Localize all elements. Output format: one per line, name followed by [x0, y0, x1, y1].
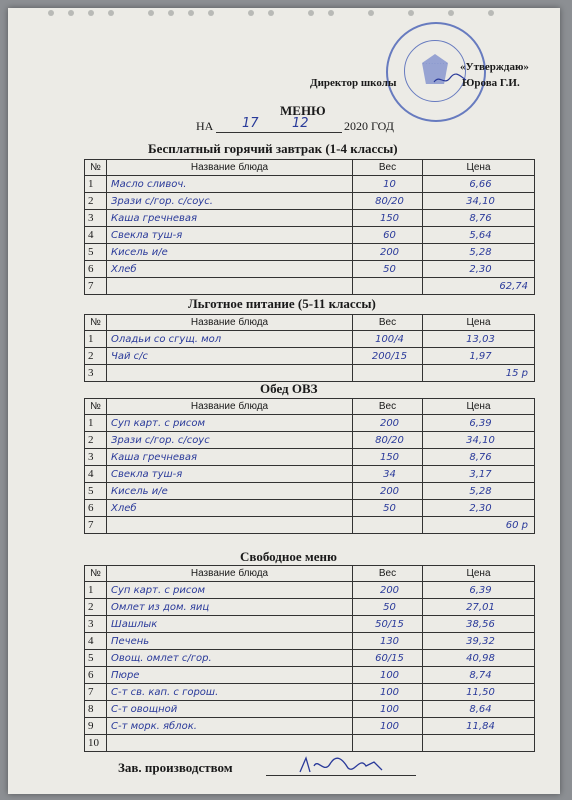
dish-name: Масло сливоч.	[107, 176, 353, 193]
dish-weight: 80/20	[353, 432, 423, 449]
dish-weight: 150	[353, 210, 423, 227]
dish-name: Чай с/с	[107, 348, 353, 365]
table-row	[85, 365, 535, 382]
table-row	[85, 633, 535, 650]
dish-weight: 200/15	[353, 348, 423, 365]
dish-weight: 200	[353, 582, 423, 599]
table-row	[85, 517, 535, 534]
row-no: 1	[85, 582, 107, 599]
dish-price: 3,17	[423, 466, 535, 483]
row-no: 5	[85, 483, 107, 500]
table-row	[85, 449, 535, 466]
table-row	[85, 193, 535, 210]
dish-name: С-т св. кап. с горош.	[107, 684, 353, 701]
row-no: 3	[85, 210, 107, 227]
dish-weight: 100	[353, 701, 423, 718]
table-row	[85, 415, 535, 432]
dish-price	[423, 735, 535, 752]
table-row	[85, 261, 535, 278]
dish-name: Кисель и/е	[107, 244, 353, 261]
dish-price: 2,30	[423, 500, 535, 517]
director-label: Директор школы	[310, 77, 397, 89]
total-price: 60 р	[423, 517, 535, 534]
row-no: 2	[85, 193, 107, 210]
row-no: 7	[85, 278, 107, 295]
dish-weight: 50/15	[353, 616, 423, 633]
dish-name: Зрази с/гор. с/соус.	[107, 193, 353, 210]
dish-weight: 200	[353, 415, 423, 432]
dish-name	[107, 735, 353, 752]
date-month: 12	[292, 116, 309, 131]
total-price: 15 р	[423, 365, 535, 382]
table-row	[85, 582, 535, 599]
dish-weight	[353, 517, 423, 534]
manager-signature	[296, 752, 386, 778]
dish-name: Суп карт. с рисом	[107, 415, 353, 432]
dish-name: С-т морк. яблок.	[107, 718, 353, 735]
row-no: 3	[85, 449, 107, 466]
dish-weight: 130	[353, 633, 423, 650]
section-title-free: Свободное меню	[240, 549, 337, 564]
menu-sheet	[8, 8, 560, 794]
table-row	[85, 500, 535, 517]
table-header	[85, 399, 535, 415]
table-row	[85, 667, 535, 684]
menu-title: МЕНЮ	[280, 103, 326, 118]
col-weight: Вес	[353, 160, 423, 176]
dish-name: Печень	[107, 633, 353, 650]
dish-price: 8,74	[423, 667, 535, 684]
dish-price: 1,97	[423, 348, 535, 365]
dish-price: 13,03	[423, 331, 535, 348]
breakfast-table	[84, 159, 535, 295]
dish-price: 2,30	[423, 261, 535, 278]
date-day: 17	[242, 116, 259, 131]
approval-label: «Утверждаю»	[460, 61, 529, 73]
row-no: 7	[85, 684, 107, 701]
col-price: Цена	[423, 160, 535, 176]
col-no: №	[85, 566, 107, 582]
col-name: Название блюда	[107, 315, 353, 331]
row-no: 4	[85, 227, 107, 244]
col-price: Цена	[423, 566, 535, 582]
dish-price: 6,39	[423, 415, 535, 432]
dish-price: 34,10	[423, 193, 535, 210]
dish-name: Овощ. омлет с/гор.	[107, 650, 353, 667]
dish-weight	[353, 278, 423, 295]
director-name: Юрова Г.И.	[462, 77, 520, 89]
dish-price: 11,84	[423, 718, 535, 735]
row-no: 3	[85, 365, 107, 382]
dish-weight: 60/15	[353, 650, 423, 667]
dish-name: Свекла туш-я	[107, 227, 353, 244]
section-title-benefit: Льготное питание (5-11 классы)	[188, 296, 376, 311]
table-row	[85, 176, 535, 193]
table-row	[85, 210, 535, 227]
dish-name: Каша гречневая	[107, 210, 353, 227]
dish-weight	[353, 735, 423, 752]
dish-price: 11,50	[423, 684, 535, 701]
dish-price: 27,01	[423, 599, 535, 616]
dish-name: Хлеб	[107, 500, 353, 517]
dish-weight: 50	[353, 261, 423, 278]
dish-weight: 100	[353, 684, 423, 701]
row-no: 10	[85, 735, 107, 752]
col-weight: Вес	[353, 566, 423, 582]
row-no: 4	[85, 633, 107, 650]
table-header	[85, 315, 535, 331]
row-no: 1	[85, 331, 107, 348]
table-row	[85, 466, 535, 483]
table-row	[85, 718, 535, 735]
row-no: 8	[85, 701, 107, 718]
dish-weight: 60	[353, 227, 423, 244]
dish-name: Пюре	[107, 667, 353, 684]
table-row	[85, 650, 535, 667]
dish-weight	[353, 365, 423, 382]
dish-weight: 50	[353, 599, 423, 616]
dish-price: 5,64	[423, 227, 535, 244]
table-row	[85, 701, 535, 718]
dish-name	[107, 365, 353, 382]
table-row	[85, 348, 535, 365]
dish-name: С-т овощной	[107, 701, 353, 718]
dish-weight: 200	[353, 483, 423, 500]
row-no: 9	[85, 718, 107, 735]
row-no: 3	[85, 616, 107, 633]
dish-price: 39,32	[423, 633, 535, 650]
dish-price: 6,39	[423, 582, 535, 599]
director-signature	[432, 72, 468, 86]
row-no: 6	[85, 667, 107, 684]
ovz-table	[84, 398, 535, 534]
row-no: 2	[85, 432, 107, 449]
dish-name: Шашлык	[107, 616, 353, 633]
col-price: Цена	[423, 315, 535, 331]
dish-weight: 34	[353, 466, 423, 483]
dish-name	[107, 517, 353, 534]
dish-weight: 50	[353, 500, 423, 517]
col-weight: Вес	[353, 315, 423, 331]
dish-price: 8,64	[423, 701, 535, 718]
section-title-ovz: Обед ОВЗ	[260, 381, 318, 396]
table-row	[85, 684, 535, 701]
col-name: Название блюда	[107, 399, 353, 415]
dish-price: 8,76	[423, 449, 535, 466]
row-no: 7	[85, 517, 107, 534]
menu-date	[196, 116, 416, 134]
table-row	[85, 616, 535, 633]
dish-weight: 100/4	[353, 331, 423, 348]
col-name: Название блюда	[107, 160, 353, 176]
date-year: 2020 ГОД	[344, 119, 394, 133]
dish-name: Омлет из дом. яиц	[107, 599, 353, 616]
table-header	[85, 566, 535, 582]
section-title-breakfast: Бесплатный горячий завтрак (1-4 классы)	[148, 141, 398, 156]
dish-name: Суп карт. с рисом	[107, 582, 353, 599]
dish-price: 5,28	[423, 244, 535, 261]
row-no: 1	[85, 415, 107, 432]
dish-weight: 150	[353, 449, 423, 466]
dish-weight: 100	[353, 718, 423, 735]
dish-name: Зрази с/гор. с/соус	[107, 432, 353, 449]
table-row	[85, 244, 535, 261]
col-no: №	[85, 160, 107, 176]
table-row	[85, 331, 535, 348]
col-no: №	[85, 399, 107, 415]
row-no: 5	[85, 650, 107, 667]
dish-weight: 80/20	[353, 193, 423, 210]
dish-name: Свекла туш-я	[107, 466, 353, 483]
col-no: №	[85, 315, 107, 331]
col-weight: Вес	[353, 399, 423, 415]
dish-name	[107, 278, 353, 295]
school-stamp: · · · · · · · · ·	[386, 22, 486, 122]
row-no: 6	[85, 500, 107, 517]
table-header	[85, 160, 535, 176]
row-no: 5	[85, 244, 107, 261]
table-row	[85, 227, 535, 244]
dish-name: Кисель и/е	[107, 483, 353, 500]
dish-name: Оладьи со сгущ. мол	[107, 331, 353, 348]
row-no: 2	[85, 348, 107, 365]
table-row	[85, 599, 535, 616]
col-price: Цена	[423, 399, 535, 415]
dish-weight: 200	[353, 244, 423, 261]
row-no: 2	[85, 599, 107, 616]
dish-name: Хлеб	[107, 261, 353, 278]
row-no: 6	[85, 261, 107, 278]
free-menu-table	[84, 565, 535, 752]
dish-name: Каша гречневая	[107, 449, 353, 466]
production-manager-label: Зав. производством	[118, 760, 233, 775]
dish-price: 8,76	[423, 210, 535, 227]
table-row	[85, 735, 535, 752]
col-name: Название блюда	[107, 566, 353, 582]
table-row	[85, 278, 535, 295]
benefit-table	[84, 314, 535, 382]
dish-price: 38,56	[423, 616, 535, 633]
dish-price: 40,98	[423, 650, 535, 667]
production-manager-line	[118, 760, 233, 776]
dish-price: 5,28	[423, 483, 535, 500]
dish-price: 6,66	[423, 176, 535, 193]
dish-weight: 10	[353, 176, 423, 193]
dish-price: 34,10	[423, 432, 535, 449]
date-prefix: НА	[196, 119, 214, 133]
row-no: 4	[85, 466, 107, 483]
table-row	[85, 432, 535, 449]
total-price: 62,74	[423, 278, 535, 295]
dish-weight: 100	[353, 667, 423, 684]
table-row	[85, 483, 535, 500]
row-no: 1	[85, 176, 107, 193]
director-line	[310, 77, 530, 89]
